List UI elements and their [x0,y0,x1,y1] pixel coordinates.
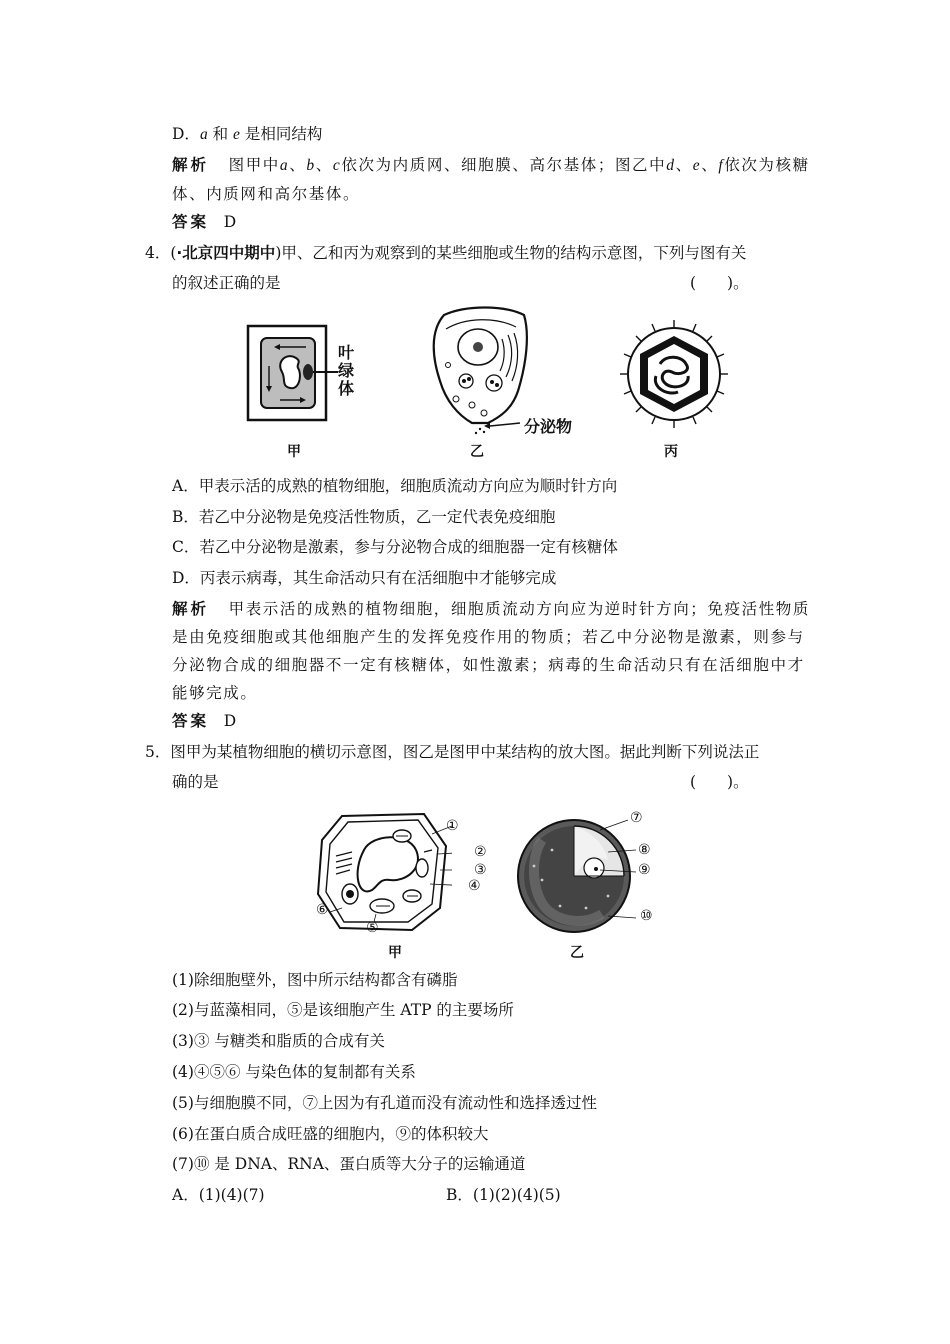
marker-5: ⑤ [366,920,379,936]
q4-figure-bing [612,318,736,430]
q4-option-a: A．甲表示活的成熟的植物细胞，细胞质流动方向应为顺时针方向 [172,477,618,495]
marker-1: ① [446,818,459,834]
answer-label: 答案 [172,213,210,231]
q4-analysis-line2: 是由免疫细胞或其他细胞产生的发挥免疫作用的物质；若乙中分泌物是激素，则参与 [172,628,805,646]
figure-yi-label: 乙 [470,444,484,460]
q5-statement-4: (4)④⑤⑥ 与染色体的复制都有关系 [172,1063,416,1081]
q4-figure-yi [426,305,538,437]
q5-stem-line1: 5．图甲为某植物细胞的横切示意图，图乙是图甲中某结构的放大图。据此判断下列说法正 [145,743,760,761]
q5-figure-yi [512,810,642,940]
q5-option-a: A．(1)(4)(7) [172,1186,265,1204]
figure-jia-label: 甲 [287,444,301,460]
chloroplast-label: 叶绿体 [338,343,355,398]
q4-analysis-line4: 能够完成。 [172,684,258,702]
analysis-label: 解析 [172,156,210,174]
marker-4: ④ [468,878,481,894]
q4-option-b: B．若乙中分泌物是免疫活性物质，乙一定代表免疫细胞 [172,508,556,526]
q4-option-c: C．若乙中分泌物是激素，参与分泌物合成的细胞器一定有核糖体 [172,538,618,556]
q5-statement-5: (5)与细胞膜不同，⑦上因为有孔道而没有流动性和选择透过性 [172,1094,597,1112]
marker-8: ⑧ [638,842,651,858]
analysis-label: 解析 [172,600,210,618]
q5-figure-jia [312,810,452,935]
q5-statement-3: (3)③ 与糖类和脂质的合成有关 [172,1032,385,1050]
q4-source: ·北京四中期中 [176,244,276,262]
q4-answer-blank: ( )。 [690,274,749,292]
q5-statement-7: (7)⑩ 是 DNA、RNA、蛋白质等大分子的运输通道 [172,1155,526,1173]
figure-jia-label: 甲 [388,945,402,961]
q5-option-b: B．(1)(2)(4)(5) [446,1186,561,1204]
q4-stem-line2: 的叙述正确的是 [172,274,281,292]
q5-statement-6: (6)在蛋白质合成旺盛的细胞内，⑨的体积较大 [172,1125,489,1143]
q3-analysis-line1: 解析 图甲中a、b、c依次为内质网、细胞膜、高尔基体；图乙中d、e、f依次为核糖 [172,156,810,174]
figure-bing-label: 丙 [664,444,678,460]
answer-label: 答案 [172,712,210,730]
figure-yi-label: 乙 [570,945,584,961]
q4-analysis-line3: 分泌物合成的细胞器不一定有核糖体，如性激素；病毒的生命活动只有在活细胞中才 [172,656,805,674]
q3-option-d: D．a 和 e 是相同结构 [172,125,323,143]
q4-analysis-line1: 解析 甲表示活的成熟的植物细胞，细胞质流动方向应为逆时针方向；免疫活性物质 [172,600,811,618]
q3-answer: 答案 D [172,213,237,231]
q4-answer: 答案 D [172,712,237,730]
q5-stem-line2: 确的是 [172,773,219,791]
marker-7: ⑦ [630,810,643,826]
marker-10: ⑩ [640,908,653,924]
q4-stem-line1: 4．(·北京四中期中)甲、乙和丙为观察到的某些细胞或生物的结构示意图，下列与图有关 [145,244,747,262]
marker-9: ⑨ [638,862,651,878]
q4-option-d: D．丙表示病毒，其生命活动只有在活细胞中才能够完成 [172,569,557,587]
q5-statement-1: (1)除细胞壁外，图中所示结构都含有磷脂 [172,971,458,989]
q5-statement-2: (2)与蓝藻相同，⑤是该细胞产生 ATP 的主要场所 [172,1001,514,1019]
secretion-label: 分泌物 [524,417,573,436]
marker-3: ③ [474,862,487,878]
marker-6: ⑥ [316,902,329,918]
q3-analysis-line2: 体、内质网和高尔基体。 [172,185,361,203]
q5-answer-blank: ( )。 [690,773,749,791]
marker-2: ② [474,844,487,860]
